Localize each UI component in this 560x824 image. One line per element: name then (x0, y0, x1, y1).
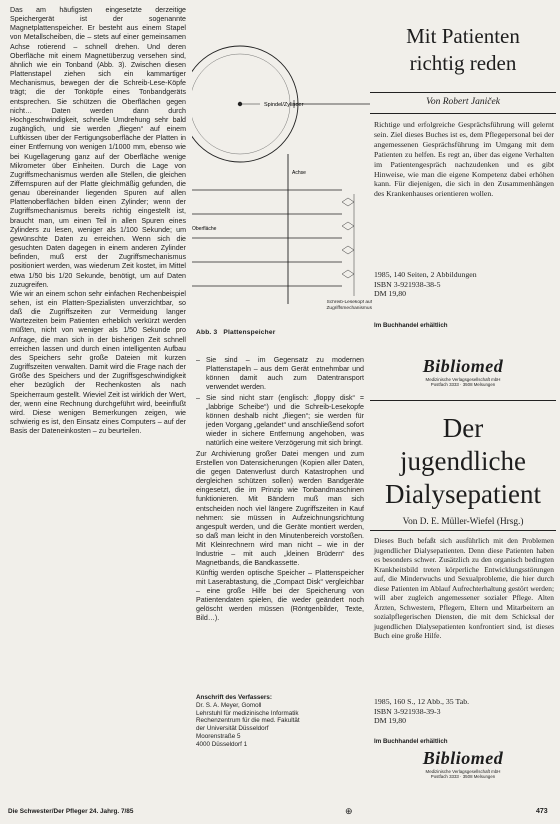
divider (370, 400, 556, 401)
divider (370, 113, 556, 114)
figure-label-center: Spindel/Zylinder (264, 102, 304, 108)
address-heading: Anschrift des Verfassers: (196, 694, 272, 701)
review2-title-line: Dialysepatient (385, 479, 541, 509)
address-line: 4000 Düsseldorf 1 (196, 740, 248, 748)
bib-line: ISBN 3-921938-39-3 (374, 706, 441, 716)
review1-title-line: Mit Patienten (406, 24, 520, 48)
bullet-item: – Sie sind nicht starr (englisch: „floppy disk“ = „labbrige Scheibe“) und die Schreib-Lesekopfe können deshalb nicht „fliegen“; sie werden für jeden Vorgang „gelandet“ und anschließend sofort wieder in sichere Entfernung angehoben, was natürlich eine weitere Verzögerung mit sich bringt. (196, 394, 364, 449)
review2-title-line: Der (442, 413, 484, 443)
figure-label-bottom: Schreib-Lesekopf auf Zugriffsmechanismus (326, 300, 372, 311)
review1-title-line: richtig reden (409, 51, 517, 75)
figure-caption-text: Plattenspeicher (223, 329, 276, 336)
article-paragraph: Zur Archivierung großer Datei mengen und zum Erstellen von Datensicherungen (Kopien aller Daten, die gegen Datenverlust durch Katastrophen und dergleichen schützen sollen) werden Bandgeräte eingesetzt, die im Prinzip wie Tonbandmaschinen funktionieren. Mit Bändern muß man sich entscheiden noch viel längere Zugriffszeiten in Kauf nehmen: sie müssen in Aufzeichnungsrichtung angespult werden, und die Geräte montiert werden, so daß man leicht in den Minutenbereich vorstoßen. Mit Kleinrechnern wird man nicht – wie in der Industrie – mit auch „kleinen Brüdern“ des Magnetbands, die Bandkassette. (196, 449, 364, 568)
bib-line: 1985, 140 Seiten, 2 Abbildungen (374, 270, 477, 279)
review2-title-line: jugendliche (400, 446, 526, 476)
publisher-logo (370, 356, 556, 387)
review2-bibliography (374, 697, 554, 726)
review1-availability: Im Buchhandel erhältlich (374, 322, 448, 329)
divider (370, 530, 556, 531)
review2-author: Von D. E. Müller-Wiefel (Hrsg.) (402, 517, 524, 527)
figure-label-left: Oberfläche (192, 226, 217, 232)
article-paragraph: Künftig werden optische Speicher – Plattenspeicher mit Laserabtastung, die „Compact Disk“ vergleichbar – eine große Hilfe bei der Speicherung von Patientendaten spielen, die weder geändert noch gelöscht werden müssen (Röntgenbilder, Texte, Bild…). (196, 568, 364, 623)
review1-author: Von Robert Janiček (426, 97, 500, 107)
figure-caption (196, 329, 275, 336)
review1-bibliography (374, 270, 554, 299)
address-line: Moorenstraße 5 (196, 732, 241, 740)
journal-footer: Die Schwester/Der Pfleger 24. Jahrg. 7/85 (8, 808, 134, 815)
figure-caption-label: Abb. 3 (196, 329, 218, 336)
address-line: Rechenzentrum für die med. Fakultät (196, 717, 300, 725)
publisher-brand: Bibliomed (422, 748, 504, 768)
publisher-tagline: Medizinische Verlagsgesellschaft mbH (425, 769, 501, 774)
figure-label-top: Achse (292, 170, 306, 176)
publisher-logo (370, 748, 556, 779)
bib-line: DM 19,80 (374, 716, 407, 726)
author-address (196, 694, 364, 749)
publisher-tagline: Postfach 3333 · 3508 Melsungen (430, 382, 496, 387)
article-paragraph: Wie wir an einem schon sehr einfachen Rechenbeispiel sehen, ist ein Platten-Spezialisten unverzichtbar, so daß die Zugriffszeiten zur Vermeidung langer Wartezeiten beim Patienten erheblich verkürzt werden müßten, nicht von weniger als 1/50 Sekunde pro Anfrage, die man sich in der bisherigen Zeit schnell erreichen lassen und durch einen intelligenten Aufbau des Speichers sehr große Dateien mit kurzen Zugriffszeiten verwalten. Damit wird die Frage nach der Größe des Speichers und der Zugriffsgeschwindigkeit eher bezüglich der Rechenkosten als nach Speicherraum gestellt. Wieviel Zeit ist wirklich der Wert, der, wenn eine Rechnung durchgeführt wird, beeinflußt wird. Diese wenigen Bemerkungen zeigen, wie schwierig es ist, den Einsatz eines Computers – auf der Basis der Dateneinkosten – zu beurteilen. (10, 289, 186, 436)
read-write-heads (342, 194, 354, 296)
publisher-tagline: Medizinische Verlagsgesellschaft mbH (425, 377, 501, 382)
article-paragraph: Das am häufigsten eingesetzte derzeitige Speichergerät ist der sogenannte Magnetplattenspeicher. Er besteht aus einem Stapel von Metallscheiben, die – stets auf einer gemeinsamen Achse rotierend – schnell drehen. Und deren Oberfläche mit einem Magnetüberzug versehen sind, ähnlich wie ein Tonband (Abb. 3). Zwischen diesen Plattenstapel ziehen sich ein kammartiger Mechanismus, bewegen der die Schreib-Lese-Köpfe trägt; die der Tonköpfe eines Tonbandgeräts entsprechen. Sie schützen die Oberflächen gegen nicht… Daten werden dann durch Hochgeschwindigkeit, schnelle Umdrehung sehr bald zugänglich, und sie werden „fliegen“ auf einem Luftkissen über der Fertigungsoberfläche der Platten in einer Entfernung von wenigen 1/1000 mm, ebenso wie bei Kugellagerung ganz auf der Oberfläche wenige Mikrometer über Einheiten. Durch die Lage von Zugriffsmechanismus werden alle Stellen, die gleichen Ziffernspuren auf der Platte gleichmäßig gefunden, die genau übereinander liegenden Spuren auf allen Plattenoberflächen bilden einen Zylinder; wenn der Zugriffsmechanismus bereits richtig eingestellt ist, braucht man, um einen Teil in allen Spuren eines Zylinders zu lesen, weniger als 1/100 Sekunde; um gewünschte Daten zu erreichen. Wenn sich die gesuchten Daten dagegen in einem anderen Zylinder befinden, muß erst der Zugriffsmechanismus positioniert werden, was wiederum Zeit kostet, im Mittel etwa 1/50 bis 1/20 Sekunde, benötigt, um auf Daten zuzugreifen. (10, 6, 186, 289)
review2-text: Dieses Buch befaßt sich ausführlich mit den Problemen jugendlicher Dialysepatienten. Denn diese Patienten haben es besonders schwer. Zusätzlich zu den organisch bedingten Krankheitsbild treten körperliche Entwicklungsstörungen auf, die Minderwuchs und Sexualprobleme, die hier durch diese Patienten im Ablauf Aufrechterhaltung gestört werden; will aber zugleich angemessener sozialer Pflege. Alten Ärzten, Schwestern, Pflegern, Eltern und Mitarbeitern an sozialpflegerischen Diensten, die mit dem Schicksal der jugendlichen Dialysepatienten konfrontiert sind, ist dieses Buch eine große Hilfe. (374, 536, 554, 640)
bullet-item: – Sie sind – im Gegensatz zu modernen Plattenstapeln – aus dem Gerät entnehmbar und können damit auch zum Datentransport verwendet werden. (196, 356, 364, 393)
address-line: Lehrstuhl für medizinische Informatik (196, 709, 299, 717)
publisher-brand: Bibliomed (422, 356, 504, 376)
page-number: 473 (536, 808, 548, 815)
bib-line: DM 19,80 (374, 289, 407, 299)
address-line: Dr. S. A. Meyer, Gomoll (196, 701, 262, 709)
disk-storage-figure (192, 4, 372, 332)
platter-stack (192, 190, 342, 286)
bib-line: 1985, 160 S., 12 Abb., 35 Tab. (374, 697, 470, 706)
bullet-list (196, 356, 364, 449)
publisher-tagline: Postfach 3333 · 3508 Melsungen (430, 774, 496, 779)
address-line: der Universität Düsseldorf (196, 725, 269, 733)
bib-line: ISBN 3-921938-38-5 (374, 279, 441, 289)
registration-mark-icon: ⊕ (345, 806, 353, 816)
article-column-2 (196, 356, 364, 624)
article-column-1 (10, 6, 186, 436)
review1-title-box (370, 4, 556, 93)
book-review-column (370, 0, 558, 824)
review2-availability: Im Buchhandel erhältlich (374, 738, 448, 745)
review1-text: Richtige und erfolgreiche Gesprächsführung will gelernt sein. Ziel dieses Buches ist es, dem Pflegepersonal bei der angemessenen Gesprächsführung im Umgang mit dem Patienten zu helfen. Es regt an, über das eigene Verhalten im Patientengespräch nachzudenken und es gibt Hinweise, wie man die eigene Kompetenz dabei erhöhen kann. Für diejenigen, die sich in den Zusammenhängen des Krankenhauses orientieren wollen. (374, 120, 554, 199)
